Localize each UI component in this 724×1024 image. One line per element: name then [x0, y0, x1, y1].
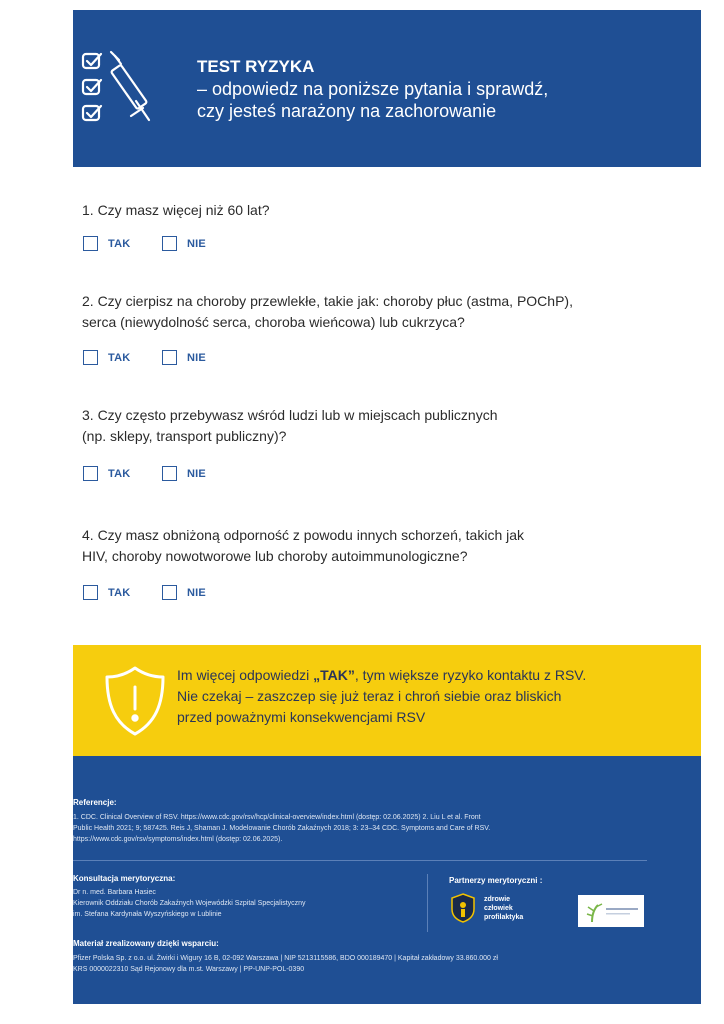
consult-line2: Kierownik Oddziału Chorób Zakaźnych Wojewódzki Szpital Specjalistyczny — [73, 900, 306, 907]
q4-yes-option[interactable] — [83, 585, 130, 600]
support-text — [73, 953, 693, 975]
question-3 — [82, 405, 642, 447]
q1-no-option[interactable] — [162, 236, 206, 251]
q3-no-label: NIE — [187, 467, 206, 480]
consult-text — [73, 887, 413, 920]
question-2 — [82, 291, 642, 333]
q2-yes-label: TAK — [108, 351, 131, 364]
q3-no-option[interactable] — [162, 466, 206, 481]
q2-yes-checkbox[interactable] — [83, 350, 98, 365]
question-1 — [82, 200, 642, 221]
footer-vertical-divider — [427, 874, 428, 932]
q2-yes-option[interactable] — [83, 350, 130, 365]
header-title-bold: TEST RYZYKA — [197, 57, 315, 76]
references-text — [73, 812, 673, 845]
q3-yes-label: TAK — [108, 467, 131, 480]
warning-line2: Nie czekaj – zaszczep się już teraz i chroń siebie oraz bliskich — [177, 688, 562, 704]
q4-no-label: NIE — [187, 586, 206, 599]
footer — [73, 756, 701, 1004]
warning-line3: przed poważnymi konsekwencjami RSV — [177, 709, 426, 725]
q1-yes-label: TAK — [108, 237, 131, 250]
references-line2: Public Health 2021; 9; 587425. Reis J, Shaman J. Modelowanie Chorób Zakaźnych 2018; 3: 23–34 CDC. Symptoms and Care of RSV. — [73, 825, 491, 832]
partner-logo-zdrowie — [450, 893, 523, 923]
warning-line1 — [177, 665, 687, 686]
checklist-syringe-icon — [81, 50, 161, 130]
q1-no-checkbox[interactable] — [162, 236, 177, 251]
header-title-line2: – odpowiedz na poniższe pytania i sprawdź, — [197, 79, 549, 99]
partner-logo-society — [578, 895, 644, 927]
q4-yes-checkbox[interactable] — [83, 585, 98, 600]
partner1-line2: człowiek — [484, 904, 513, 912]
consult-heading: Konsultacja merytoryczna: — [73, 874, 176, 883]
partner1-line1: zdrowie — [484, 895, 511, 903]
question-text-line2: HIV, choroby nowotworowe lub choroby autoimmunologiczne? — [82, 548, 468, 564]
warning-line1-pre: Im więcej odpowiedzi — [177, 667, 314, 683]
q4-no-option[interactable] — [162, 585, 206, 600]
support-line2: KRS 0000022310 Sąd Rejonowy dla m.st. Warszawy | PP-UNP-POL-0390 — [73, 966, 305, 973]
q1-yes-option[interactable] — [83, 236, 130, 251]
warning-line1-bold: „TAK” — [313, 667, 355, 683]
support-heading: Materiał zrealizowany dzięki wsparciu: — [73, 939, 219, 948]
question-text-line2: (np. sklepy, transport publiczny)? — [82, 428, 287, 444]
q2-no-label: NIE — [187, 351, 206, 364]
support-line1: Pfizer Polska Sp. z o.o. ul. Żwirki i Wigury 16 B, 02-092 Warszawa | NIP 5213115586, BDO 000189470 | Kapitał zakładowy 33.860.000 zł — [73, 955, 498, 962]
q2-no-option[interactable] — [162, 350, 206, 365]
header-banner — [73, 10, 701, 167]
footer-divider — [73, 860, 647, 861]
shield-exclamation-icon — [103, 665, 167, 737]
partner-badge-icon — [450, 893, 476, 923]
q3-no-checkbox[interactable] — [162, 466, 177, 481]
header-title — [197, 56, 548, 122]
question-text-line1: 2. Czy cierpisz na choroby przewlekłe, takie jak: choroby płuc (astma, POChP), — [82, 293, 573, 309]
q3-yes-checkbox[interactable] — [83, 466, 98, 481]
question-4 — [82, 525, 642, 567]
q4-no-checkbox[interactable] — [162, 585, 177, 600]
references-heading: Referencje: — [73, 798, 117, 807]
warning-text — [177, 665, 687, 728]
consult-line3: im. Stefana Kardynała Wyszyńskiego w Lublinie — [73, 911, 222, 918]
question-text-line1: 3. Czy często przebywasz wśród ludzi lub w miejscach publicznych — [82, 407, 498, 423]
partner1-name — [484, 895, 523, 922]
warning-line1-post: , tym większe ryzyko kontaktu z RSV. — [354, 667, 587, 683]
warning-banner — [73, 645, 701, 756]
q2-no-checkbox[interactable] — [162, 350, 177, 365]
q4-yes-label: TAK — [108, 586, 131, 599]
q1-no-label: NIE — [187, 237, 206, 250]
partner1-line3: profilaktyka — [484, 913, 524, 921]
partners-heading: Partnerzy merytoryczni : — [449, 876, 543, 885]
question-text: 1. Czy masz więcej niż 60 lat? — [82, 202, 270, 218]
partner-society-icon — [578, 895, 644, 927]
consult-line1: Dr n. med. Barbara Hasiec — [73, 889, 156, 896]
question-text-line2: serca (niewydolność serca, choroba wieńcowa) lub cukrzyca? — [82, 314, 465, 330]
question-text-line1: 4. Czy masz obniżoną odporność z powodu innych schorzeń, takich jak — [82, 527, 525, 543]
references-line1: 1. CDC. Clinical Overview of RSV. https://www.cdc.gov/rsv/hcp/clinical-overview/index.html (dostęp: 02.06.2025) 2. Liu L et al. Front — [73, 814, 481, 821]
q1-yes-checkbox[interactable] — [83, 236, 98, 251]
references-line3: https://www.cdc.gov/rsv/symptoms/index.html (dostęp: 02.06.2025). — [73, 836, 283, 843]
header-title-line3: czy jesteś narażony na zachorowanie — [197, 101, 497, 121]
q3-yes-option[interactable] — [83, 466, 130, 481]
